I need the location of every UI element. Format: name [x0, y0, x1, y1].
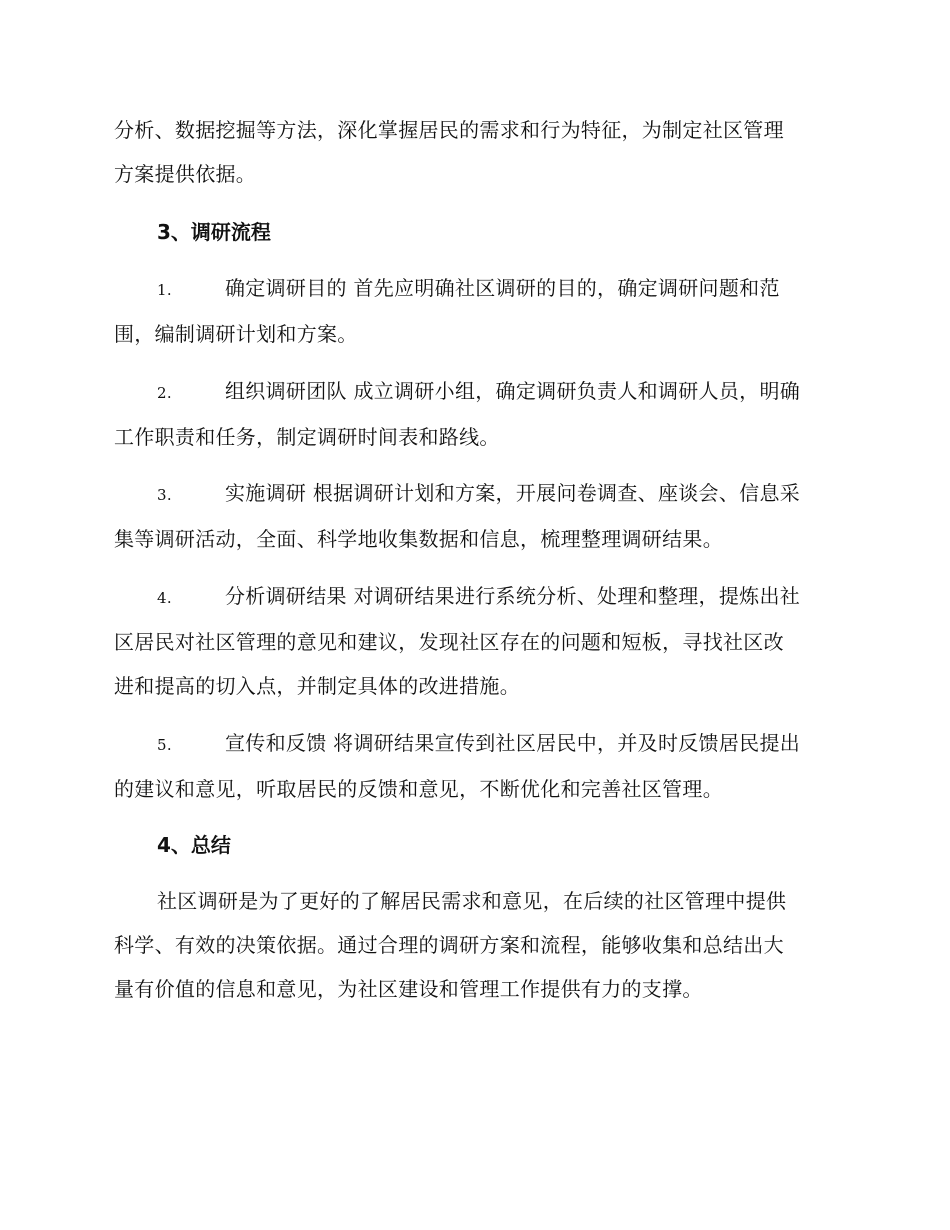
summary-line: 社区调研是为了更好的了解居民需求和意见，在后续的社区管理中提供: [157, 889, 787, 913]
summary-line: 量有价值的信息和意见，为社区建设和管理工作提供有力的支撑。: [114, 977, 703, 1001]
list-item-number: 2.: [157, 384, 172, 402]
section-heading-4: 4、总结: [157, 833, 231, 857]
intro-line: 分析、数据挖掘等方法，深化掌握居民的需求和行为特征，为制定社区管理: [114, 118, 784, 142]
list-item-text: 实施调研 根据调研计划和方案，开展问卷调查、座谈会、信息采: [225, 481, 801, 505]
summary-paragraph: [114, 879, 836, 1011]
list-item-first-line: [114, 471, 836, 517]
summary-line: 科学、有效的决策依据。通过合理的调研方案和流程，能够收集和总结出大: [114, 933, 784, 957]
list-item: [114, 471, 836, 561]
list-item: [114, 266, 836, 356]
list-item-text: 进和提高的切入点，并制定具体的改进措施。: [114, 674, 520, 698]
list-item-number: 3.: [157, 486, 172, 504]
list-item-text: 确定调研目的 首先应明确社区调研的目的，确定调研问题和范: [225, 276, 780, 300]
list-item-text: 工作职责和任务，制定调研时间表和路线。: [114, 425, 500, 449]
list-item-number: 5.: [157, 736, 172, 754]
list-item: [114, 721, 836, 811]
list-item: [114, 369, 836, 459]
section-heading-3: 3、调研流程: [157, 220, 271, 244]
list-item-text: 区居民对社区管理的意见和建议，发现社区存在的问题和短板，寻找社区改: [114, 630, 784, 654]
list-item-text: 围，编制调研计划和方案。: [114, 322, 358, 346]
list-item-text: 的建议和意见，听取居民的反馈和意见，不断优化和完善社区管理。: [114, 777, 723, 801]
list-item-text: 宣传和反馈 将调研结果宣传到社区居民中，并及时反馈居民提出: [225, 731, 801, 755]
list-item-first-line: [114, 574, 836, 620]
list-item-first-line: [114, 721, 836, 767]
list-item-first-line: [114, 266, 836, 312]
list-item-first-line: [114, 369, 836, 415]
list-item-text: 组织调研团队 成立调研小组，确定调研负责人和调研人员，明确: [225, 379, 801, 403]
list-item-text: 集等调研活动，全面、科学地收集数据和信息，梳理整理调研结果。: [114, 527, 723, 551]
list-item-number: 4.: [157, 589, 172, 607]
list-item-text: 分析调研结果 对调研结果进行系统分析、处理和整理，提炼出社: [225, 584, 801, 608]
list-item-number: 1.: [157, 281, 172, 299]
list-item: [114, 574, 836, 708]
intro-paragraph: [114, 108, 836, 196]
intro-line: 方案提供依据。: [114, 162, 257, 186]
